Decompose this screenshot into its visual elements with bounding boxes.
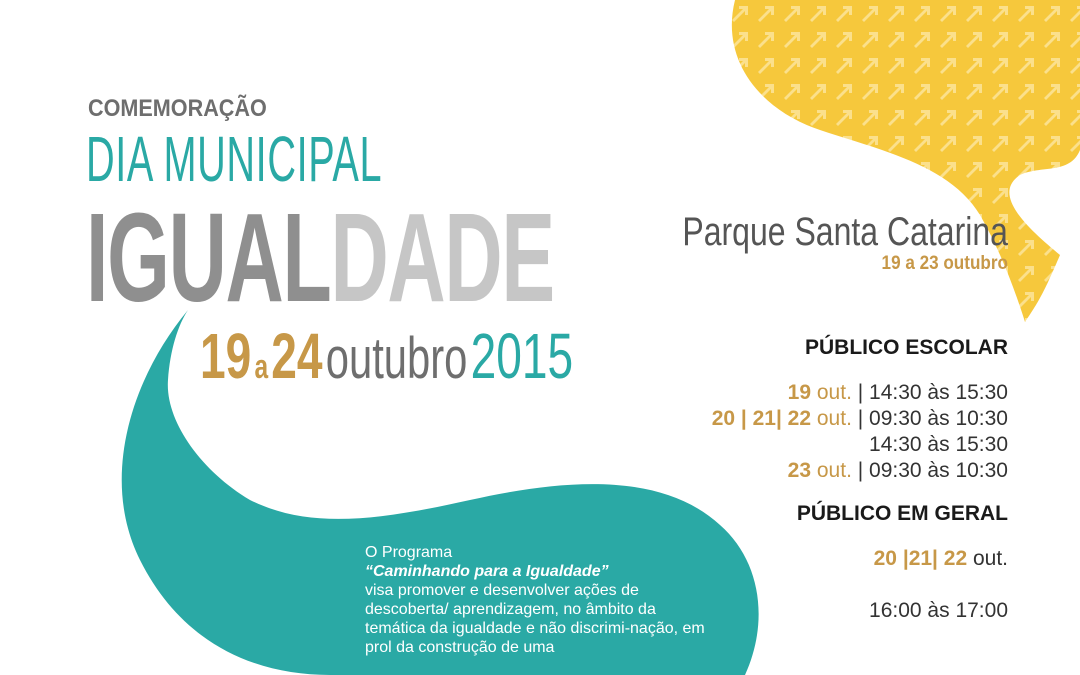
general-days: 20 |21| 22: [873, 547, 968, 570]
schedule-line: [588, 380, 1008, 406]
schedule-month: out.: [816, 381, 852, 404]
program-description: [365, 543, 705, 657]
program-intro: O Programa: [365, 544, 453, 561]
schedule-time: | 14:30 às 15:30: [857, 381, 1008, 404]
schedule-time: | 09:30 às 10:30: [857, 407, 1008, 430]
title-line-1: DIA MUNICIPAL: [86, 123, 383, 195]
general-public-title: PÚBLICO EM GERAL: [796, 502, 1008, 525]
schedule-month: out.: [816, 407, 852, 430]
eyebrow-text: COMEMORAÇÃO: [88, 95, 267, 122]
start-day: 19: [200, 320, 252, 392]
school-public-title: PÚBLICO ESCOLAR: [804, 336, 1008, 359]
event-month: outubro: [325, 326, 468, 391]
schedule-time: | 09:30 às 10:30: [857, 459, 1008, 482]
venue-dates: 19 a 23 outubro: [881, 253, 1008, 274]
program-text: visa promover e desenvolver ações de descoberta/ aprendizagem, no âmbito da temática da igualdade e não discrimi-nação, em prol da construção de uma: [365, 582, 705, 656]
schedule-days: 20 | 21| 22: [711, 407, 812, 430]
schedule-days: 23: [787, 459, 812, 482]
end-day: 24: [271, 320, 323, 392]
title-part-2: DADE: [330, 187, 554, 328]
schedule-month: out.: [816, 459, 852, 482]
schedule-days: 19: [787, 381, 812, 404]
date-connector: a: [254, 348, 269, 386]
general-month: out.: [972, 547, 1008, 570]
schedule-time: 14:30 às 15:30: [869, 433, 1008, 456]
title-part-1: IGUAL: [86, 187, 331, 328]
event-dates: [200, 320, 574, 392]
general-time: 16:00 às 17:00: [869, 599, 1008, 622]
venue-block: [601, 210, 1008, 275]
event-year: 2015: [470, 320, 574, 392]
schedule-line: [588, 458, 1008, 484]
venue-name: Parque Santa Catarina: [682, 210, 1008, 254]
program-name: “Caminhando para a Igualdade”: [365, 563, 609, 580]
schedule-line: [588, 432, 1008, 458]
schedule-line: [588, 406, 1008, 432]
title-igualdade: [86, 187, 554, 328]
